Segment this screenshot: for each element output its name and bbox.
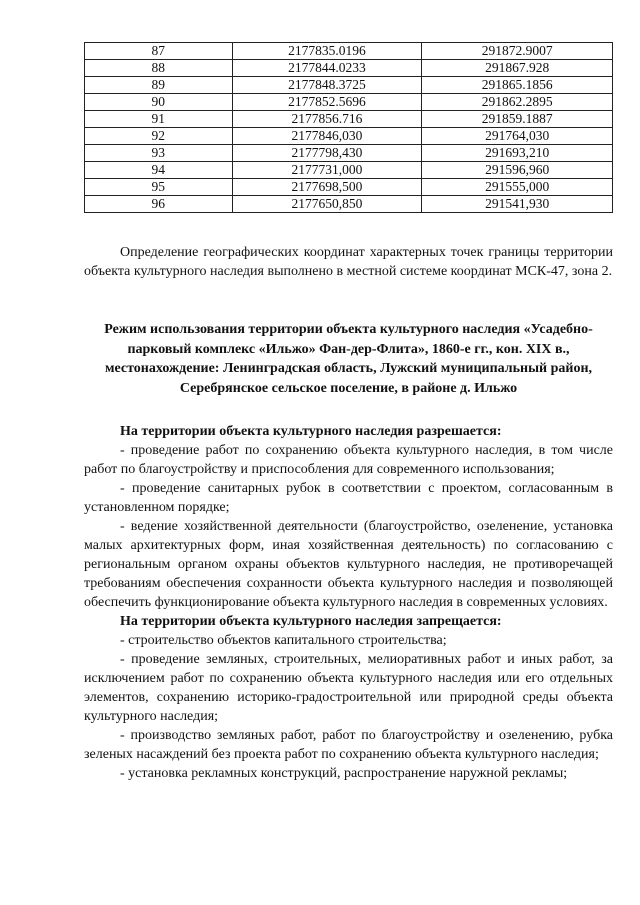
table-row xyxy=(85,196,613,213)
point-number: 92 xyxy=(85,128,233,145)
coord-x: 2177852.5696 xyxy=(232,94,422,111)
point-number: 96 xyxy=(85,196,233,213)
table-row xyxy=(85,111,613,128)
table-row xyxy=(85,145,613,162)
table-row xyxy=(85,60,613,77)
coord-y: 291555,000 xyxy=(422,179,613,196)
point-number: 90 xyxy=(85,94,233,111)
table-row xyxy=(85,94,613,111)
point-number: 87 xyxy=(85,43,233,60)
point-number: 94 xyxy=(85,162,233,179)
point-number: 95 xyxy=(85,179,233,196)
coord-x: 2177856.716 xyxy=(232,111,422,128)
intro-block xyxy=(84,243,613,281)
coord-y: 291541,930 xyxy=(422,196,613,213)
coord-y: 291693,210 xyxy=(422,145,613,162)
coord-y: 291764,030 xyxy=(422,128,613,145)
point-number: 91 xyxy=(85,111,233,128)
coord-x: 2177650,850 xyxy=(232,196,422,213)
table-row xyxy=(85,43,613,60)
section-title: Режим использования территории объекта культурного наследия «Усадебно-парковый комплекс «Ильжо» Фан-дер-Флита», 1860-е гг., кон. XIX в., местонахождение: Ленинградская область, Лужский муниципальный район, Серебрянское сельское поселение, в районе д. Ильжо xyxy=(104,322,593,396)
coord-x: 2177848.3725 xyxy=(232,77,422,94)
coord-x: 2177835.0196 xyxy=(232,43,422,60)
forbidden-item: - проведение земляных, строительных, мелиоративных работ и иных работ, за исключением работ по сохранению объекта культурного наследия или его отдельных элементов, сохранению историко-градостроительной или природной среды объекта культурного наследия; xyxy=(84,652,613,724)
allowed-heading: На территории объекта культурного наследия разрешается: xyxy=(120,424,502,439)
coordinates-table xyxy=(84,42,613,213)
table-row xyxy=(85,179,613,196)
coord-x: 2177844.0233 xyxy=(232,60,422,77)
allowed-item: - проведение работ по сохранению объекта культурного наследия, в том числе работ по благоустройству и приспособления для современного использования; xyxy=(84,443,613,477)
forbidden-item: - строительство объектов капитального строительства; xyxy=(120,633,447,648)
coordinates-table-body xyxy=(85,43,613,213)
intro-paragraph: Определение географических координат характерных точек границы территории объекта культурного наследия выполнено в местной системе координат МСК-47, зона 2. xyxy=(84,245,613,279)
allowed-item: - ведение хозяйственной деятельности (благоустройство, озеленение, установка малых архитектурных форм, иная хозяйственная деятельность) по согласованию с региональным органом охраны объектов культурного наследия, не противоречащей требованиям обеспечения сохранности объекта культурного наследия и позволяющей обеспечить функционирование объекта культурного наследия в современных условиях. xyxy=(84,519,613,610)
point-number: 88 xyxy=(85,60,233,77)
table-row xyxy=(85,77,613,94)
coord-y: 291865.1856 xyxy=(422,77,613,94)
forbidden-heading: На территории объекта культурного наследия запрещается: xyxy=(120,614,502,629)
coord-y: 291872.9007 xyxy=(422,43,613,60)
point-number: 89 xyxy=(85,77,233,94)
coord-y: 291859.1887 xyxy=(422,111,613,128)
forbidden-item: - производство земляных работ, работ по благоустройству и озеленению, рубка зеленых насаждений без проекта работ по сохранению объекта культурного наследия; xyxy=(84,728,613,762)
coord-x: 2177698,500 xyxy=(232,179,422,196)
coord-x: 2177846,030 xyxy=(232,128,422,145)
coord-y: 291867.928 xyxy=(422,60,613,77)
coord-y: 291596,960 xyxy=(422,162,613,179)
table-row xyxy=(85,162,613,179)
allowed-item: - проведение санитарных рубок в соответствии с проектом, согласованным в установленном порядке; xyxy=(84,481,613,515)
table-row xyxy=(85,128,613,145)
coord-x: 2177798,430 xyxy=(232,145,422,162)
forbidden-item: - установка рекламных конструкций, распространение наружной рекламы; xyxy=(120,766,568,781)
coord-y: 291862.2895 xyxy=(422,94,613,111)
point-number: 93 xyxy=(85,145,233,162)
coord-x: 2177731,000 xyxy=(232,162,422,179)
regime-text xyxy=(84,422,613,783)
